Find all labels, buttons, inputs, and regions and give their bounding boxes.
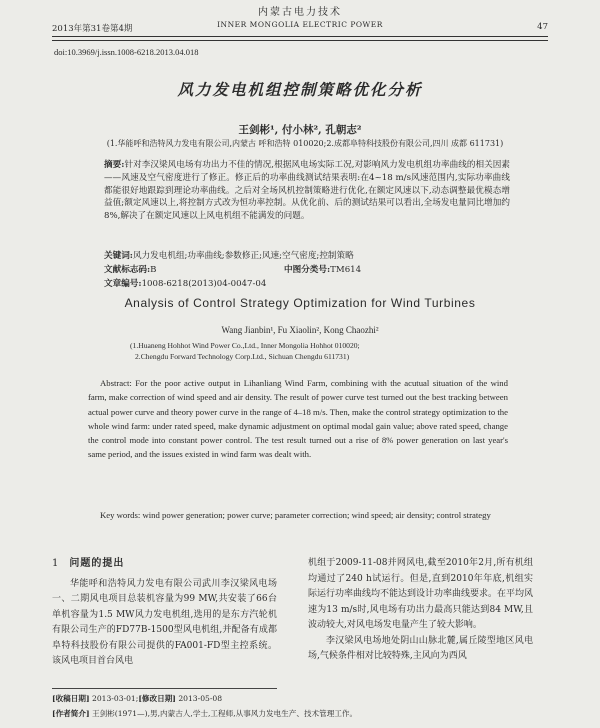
document-code-value: B [150, 265, 157, 275]
affiliation-en [130, 340, 470, 362]
footnote-author [52, 708, 542, 719]
body-column-right [308, 556, 533, 665]
author-bio-label: [作者简介] [52, 709, 90, 718]
keywords-cn-text: 风力发电机组;功率曲线;参数修正;风速;空气密度;控制策略 [132, 251, 354, 261]
keywords-en-text: Key words: wind power generation; power curve; parameter correction; wind speed; air density; control strategy [100, 510, 491, 520]
abstract-en-text: Abstract: For the poor active output in Lihanliang Wind Farm, combining with the acutual situation of the wind farm, make correction of wind speed and air density. The result of power curve test turned out the best tracking between actual power curve and theory power curve in the range of 4–18 m/s. Then, make the control strategy optimization to the whole wind farm: under rated speed, make dynamic adjustment on optimal modal gain value; above rated speed, change the control mode into constant power control. The test result turned out a rise of 8% power generation on last year's same period, and the issues existed in wind farm was dealt with. [88, 378, 508, 460]
keywords-en [88, 508, 508, 522]
body-paragraph: 华能呼和浩特风力发电有限公司武川李汉梁风电场一、二期风电项目总装机容量为99 MW,共安装了66台单机容量为1.5 MW风力发电机组,选用的是东方汽轮机有限公司生产的FD77B-1500型风电机组,并配备有成都阜特科技股份有限公司提供的FA001-FD型主控系统。该风电项目首台风电 [52, 578, 277, 666]
title-en: Analysis of Control Strategy Optimization for Wind Turbines [124, 296, 476, 310]
body-paragraph: 机组于2009-11-08并网风电,截至2010年2月,所有机组均通过了240 h试运行。但是,直到2010年年底,机组实际运行功率曲线均不能达到设计功率曲线要求。在平均风速为13 m/s时,风电场有功出力最高只能达到84 MW,且波动较大,对风电场发电量产生了较大影响。 [308, 558, 534, 630]
body-column-left [52, 556, 277, 670]
classification-value: TM614 [330, 265, 362, 275]
page-number: 47 [537, 22, 548, 32]
section-title: 问题的提出 [69, 558, 125, 569]
article-number-label: 文章编号: [104, 279, 142, 289]
journal-name-cn: 内蒙古电力技术 [258, 7, 342, 18]
revised-label: [修改日期] [138, 694, 176, 703]
classification-label: 中图分类号: [284, 265, 331, 275]
received-date: 2013-03-01; [91, 694, 139, 703]
footnote-rule [52, 688, 277, 689]
article-number-value: 1008-6218(2013)04-0047-04 [141, 279, 267, 289]
affiliation-en-line2: 2.Chengdu Forward Technology Corp.Ltd., Sichuan Chengdu 611731) [135, 352, 350, 361]
issue-label: 2013年第31卷第4期 [52, 24, 133, 34]
doi-line[interactable]: doi:10.3969/j.issn.1008-6218.2013.04.018 [54, 47, 199, 57]
author-bio: 王剑彬(1971—),男,内蒙古人,学士,工程师,从事风力发电生产、技术管理工作。 [91, 709, 358, 718]
classification-number [284, 263, 361, 275]
keywords-cn-label: 关键词: [104, 251, 133, 261]
title-cn: 风力发电机组控制策略优化分析 [177, 80, 423, 99]
header-rule [52, 36, 548, 41]
document-code [104, 263, 156, 275]
document-code-label: 文献标志码: [104, 265, 151, 275]
affiliation-en-line1: (1.Huaneng Hohhot Wind Power Co.,Ltd., Inner Mongolia Hohhot 010020; [130, 341, 360, 350]
footnote-dates [52, 693, 542, 704]
body-paragraph: 李汉梁风电场地处阴山山脉北麓,属丘陵型地区风电场,气候条件相对比较特殊,主风向为西风 [308, 635, 533, 661]
abstract-en [88, 376, 508, 462]
article-number [104, 277, 266, 289]
authors-cn: 王剑彬¹, 付小林², 孔朝志² [238, 124, 362, 136]
received-label: [收稿日期] [52, 694, 90, 703]
revised-date: 2013-05-08 [178, 694, 223, 703]
abstract-cn-label: 摘要: [104, 160, 125, 170]
authors-en: Wang Jianbin¹, Fu Xiaolin², Kong Chaozhi² [221, 325, 379, 335]
abstract-cn [104, 159, 510, 223]
affiliation-cn: (1.华能呼和浩特风力发电有限公司,内蒙古 呼和浩特 010020;2.成都阜特科技股份有限公司,四川 成都 611731) [106, 139, 504, 148]
journal-name-en: INNER MONGOLIA ELECTRIC POWER [217, 20, 383, 29]
abstract-cn-text: 针对李汉梁风电场有功出力不佳的情况,根据风电场实际工况,对影响风力发电机组功率曲线的相关因素——风速及空气密度进行了修正。修正后的功率曲线测试结果表明:在4~18 m/s风速范围内,实际功率曲线都能很好地跟踪到理论功率曲线。之后对全场风机控制策略进行优化,在额定风速以下,动态调整最优模态增益值;额定风速以上,将控制方式改为恒功率控制。从优化前、后的测试结果可以看出,全场发电量同比增加约8%,解决了在额定风速以上风电机组不能满发的问题。 [104, 160, 510, 222]
section-number: 1 [52, 558, 60, 569]
keywords-cn [104, 249, 354, 261]
section-heading [52, 556, 277, 572]
